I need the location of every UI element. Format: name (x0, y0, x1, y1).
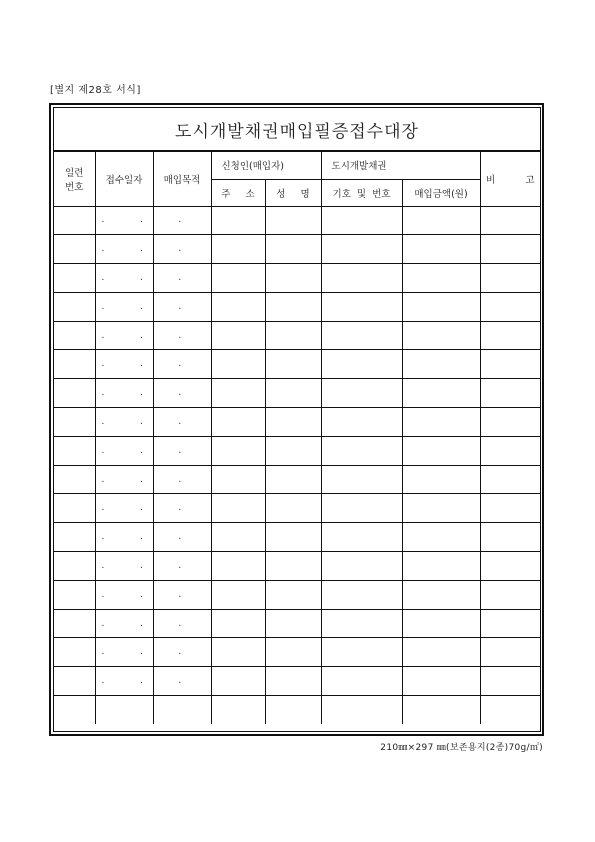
serial-cell[interactable] (54, 494, 95, 523)
receipt-date-cell[interactable]: . . . (95, 264, 153, 293)
remarks-cell[interactable] (480, 350, 540, 379)
header-purchase-purpose: 매입목적 (153, 152, 211, 206)
receipt-date-cell[interactable]: . . . (95, 292, 153, 321)
amount-cell[interactable] (402, 206, 480, 235)
amount-cell[interactable] (402, 379, 480, 408)
title-band (54, 108, 540, 152)
address-cell[interactable] (211, 350, 265, 379)
address-cell[interactable] (211, 523, 265, 552)
receipt-date-cell[interactable] (95, 696, 153, 725)
name-cell[interactable] (265, 235, 321, 264)
address-cell[interactable] (211, 494, 265, 523)
receipt-date-cell[interactable]: . . . (95, 436, 153, 465)
remarks-cell[interactable] (480, 235, 540, 264)
amount-cell[interactable] (402, 580, 480, 609)
header-serial-number-label: 일련 번호 (65, 167, 84, 193)
symbol-number-cell[interactable] (321, 667, 402, 696)
header-purchase-amount: 매입금액(원) (402, 179, 480, 206)
remarks-cell[interactable] (480, 321, 540, 350)
remarks-cell[interactable] (480, 292, 540, 321)
address-cell[interactable] (211, 235, 265, 264)
amount-cell[interactable] (402, 264, 480, 293)
name-cell[interactable] (265, 350, 321, 379)
remarks-cell[interactable] (480, 552, 540, 581)
paper-spec-footer: 210㎜×297 ㎜(보존용지(2종)70g/㎡) (380, 743, 543, 753)
amount-cell[interactable] (402, 436, 480, 465)
address-cell[interactable] (211, 696, 265, 725)
receipt-date-cell[interactable]: . . . (95, 552, 153, 581)
header-applicant-group: 신청인(매입자) (211, 152, 321, 179)
symbol-number-cell[interactable] (321, 321, 402, 350)
table-row (54, 696, 540, 725)
header-remarks: 비 고 (480, 152, 540, 206)
address-cell[interactable] (211, 436, 265, 465)
symbol-number-cell[interactable] (321, 408, 402, 437)
remarks-cell[interactable] (480, 436, 540, 465)
name-cell[interactable] (265, 580, 321, 609)
name-cell[interactable] (265, 264, 321, 293)
symbol-number-cell[interactable] (321, 523, 402, 552)
remarks-cell[interactable] (480, 379, 540, 408)
name-cell[interactable] (265, 321, 321, 350)
symbol-number-cell[interactable] (321, 350, 402, 379)
header-bond-group: 도시개발채권 (321, 152, 480, 179)
address-cell[interactable] (211, 379, 265, 408)
amount-cell[interactable] (402, 696, 480, 725)
symbol-number-cell[interactable] (321, 206, 402, 235)
receipt-date-cell[interactable]: . . . (95, 609, 153, 638)
header-serial-number (54, 152, 95, 206)
amount-cell[interactable] (402, 408, 480, 437)
remarks-cell[interactable] (480, 264, 540, 293)
table-row (54, 494, 540, 523)
remarks-cell[interactable] (480, 465, 540, 494)
header-row-1 (54, 152, 540, 179)
receipt-date-cell[interactable]: . . . (95, 379, 153, 408)
name-cell[interactable] (265, 408, 321, 437)
address-cell[interactable] (211, 609, 265, 638)
symbol-number-cell[interactable] (321, 638, 402, 667)
register-title: 도시개발채권매입필증접수대장 (175, 121, 419, 142)
table-row (54, 465, 540, 494)
remarks-cell[interactable] (480, 696, 540, 725)
header-symbol-number: 기호 및 번호 (321, 179, 402, 206)
amount-cell[interactable] (402, 321, 480, 350)
remarks-cell[interactable] (480, 523, 540, 552)
name-cell[interactable] (265, 436, 321, 465)
header-name: 성 명 (265, 179, 321, 206)
register-body (54, 206, 540, 724)
amount-cell[interactable] (402, 667, 480, 696)
register-frame (49, 103, 544, 736)
address-cell[interactable] (211, 206, 265, 235)
table-row (54, 609, 540, 638)
amount-cell[interactable] (402, 350, 480, 379)
symbol-number-cell[interactable] (321, 580, 402, 609)
remarks-cell[interactable] (480, 638, 540, 667)
amount-cell[interactable] (402, 494, 480, 523)
table-row (54, 667, 540, 696)
name-cell[interactable] (265, 696, 321, 725)
remarks-cell[interactable] (480, 494, 540, 523)
name-cell[interactable] (265, 379, 321, 408)
table-row (54, 379, 540, 408)
amount-cell[interactable] (402, 552, 480, 581)
name-cell[interactable] (265, 292, 321, 321)
receipt-date-cell[interactable]: . . . (95, 206, 153, 235)
remarks-cell[interactable] (480, 609, 540, 638)
remarks-cell[interactable] (480, 667, 540, 696)
name-cell[interactable] (265, 638, 321, 667)
table-row (54, 436, 540, 465)
name-cell[interactable] (265, 667, 321, 696)
register-inner-border (53, 107, 541, 732)
serial-cell[interactable] (54, 350, 95, 379)
receipt-date-cell[interactable]: . . . (95, 494, 153, 523)
header-address: 주 소 (211, 179, 265, 206)
symbol-number-cell[interactable] (321, 292, 402, 321)
name-cell[interactable] (265, 465, 321, 494)
symbol-number-cell[interactable] (321, 436, 402, 465)
table-row (54, 206, 540, 235)
table-row (54, 350, 540, 379)
serial-cell[interactable] (54, 609, 95, 638)
table-row (54, 552, 540, 581)
amount-cell[interactable] (402, 609, 480, 638)
amount-cell[interactable] (402, 523, 480, 552)
serial-cell[interactable] (54, 235, 95, 264)
address-cell[interactable] (211, 638, 265, 667)
receipt-date-cell[interactable]: . . . (95, 350, 153, 379)
table-row (54, 580, 540, 609)
amount-cell[interactable] (402, 292, 480, 321)
address-cell[interactable] (211, 667, 265, 696)
serial-cell[interactable] (54, 667, 95, 696)
serial-cell[interactable] (54, 638, 95, 667)
table-row (54, 523, 540, 552)
symbol-number-cell[interactable] (321, 494, 402, 523)
symbol-number-cell[interactable] (321, 609, 402, 638)
receipt-date-cell[interactable]: . . . (95, 638, 153, 667)
serial-cell[interactable] (54, 408, 95, 437)
receipt-date-cell[interactable]: . . . (95, 321, 153, 350)
symbol-number-cell[interactable] (321, 235, 402, 264)
name-cell[interactable] (265, 206, 321, 235)
remarks-cell[interactable] (480, 580, 540, 609)
table-row (54, 408, 540, 437)
address-cell[interactable] (211, 552, 265, 581)
address-cell[interactable] (211, 408, 265, 437)
name-cell[interactable] (265, 609, 321, 638)
remarks-cell[interactable] (480, 206, 540, 235)
serial-cell[interactable] (54, 580, 95, 609)
symbol-number-cell[interactable] (321, 696, 402, 725)
symbol-number-cell[interactable] (321, 465, 402, 494)
address-cell[interactable] (211, 465, 265, 494)
remarks-cell[interactable] (480, 408, 540, 437)
amount-cell[interactable] (402, 638, 480, 667)
address-cell[interactable] (211, 321, 265, 350)
receipt-date-cell[interactable]: . . . (95, 465, 153, 494)
receipt-date-cell[interactable]: . . . (95, 523, 153, 552)
table-row (54, 235, 540, 264)
serial-cell[interactable] (54, 292, 95, 321)
register-table (54, 152, 540, 724)
serial-cell[interactable] (54, 552, 95, 581)
serial-cell[interactable] (54, 379, 95, 408)
receipt-date-cell[interactable]: . . . (95, 408, 153, 437)
receipt-date-cell[interactable]: . . . (95, 667, 153, 696)
table-row (54, 638, 540, 667)
receipt-date-cell[interactable]: . . . (95, 580, 153, 609)
name-cell[interactable] (265, 494, 321, 523)
serial-cell[interactable] (54, 523, 95, 552)
amount-cell[interactable] (402, 235, 480, 264)
form-number-label: [별지 제28호 서식] (50, 85, 141, 96)
header-receipt-date: 접수일자 (95, 152, 153, 206)
address-cell[interactable] (211, 580, 265, 609)
amount-cell[interactable] (402, 465, 480, 494)
symbol-number-cell[interactable] (321, 552, 402, 581)
serial-cell[interactable] (54, 206, 95, 235)
serial-cell[interactable] (54, 696, 95, 725)
name-cell[interactable] (265, 523, 321, 552)
table-row (54, 264, 540, 293)
serial-cell[interactable] (54, 321, 95, 350)
symbol-number-cell[interactable] (321, 379, 402, 408)
purpose-cell[interactable] (153, 696, 211, 725)
serial-cell[interactable] (54, 436, 95, 465)
receipt-date-cell[interactable]: . . . (95, 235, 153, 264)
symbol-number-cell[interactable] (321, 264, 402, 293)
address-cell[interactable] (211, 292, 265, 321)
address-cell[interactable] (211, 264, 265, 293)
serial-cell[interactable] (54, 465, 95, 494)
serial-cell[interactable] (54, 264, 95, 293)
name-cell[interactable] (265, 552, 321, 581)
table-row (54, 321, 540, 350)
table-row (54, 292, 540, 321)
